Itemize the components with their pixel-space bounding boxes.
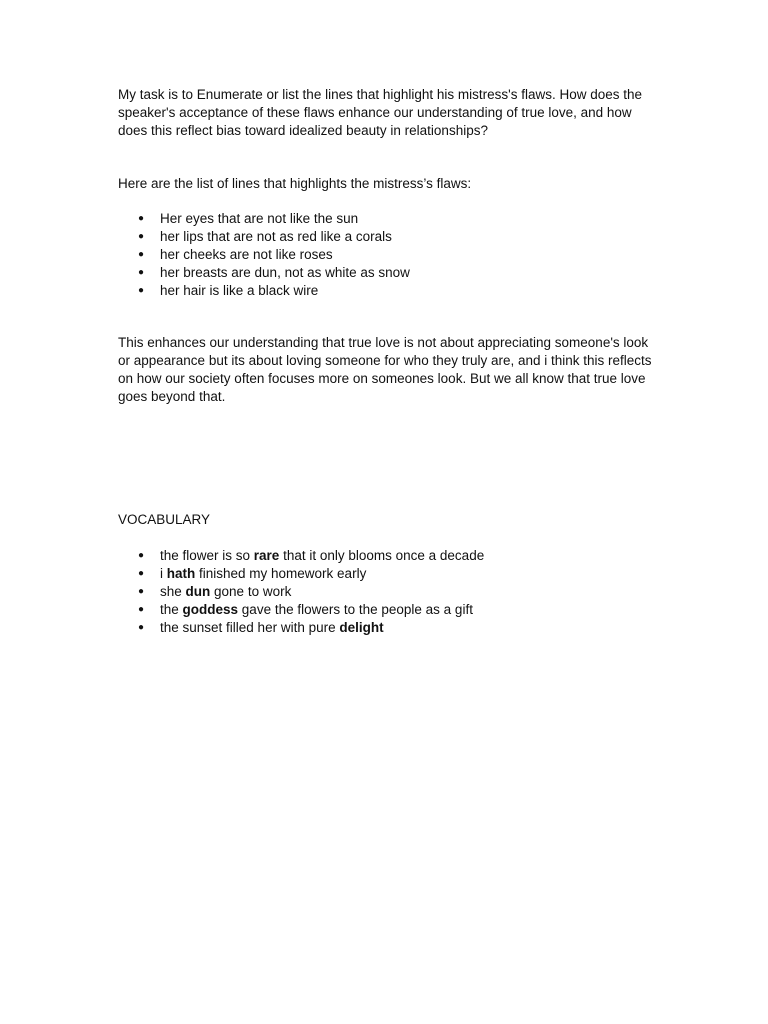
sentence-text: that it only blooms once a decade	[279, 548, 485, 563]
sentence-text: she	[160, 584, 186, 599]
list-item	[118, 547, 658, 565]
analysis-paragraph: This enhances our understanding that true love is not about appreciating someone's look or appearance but its about loving someone for who they truly are, and i think this reflects on how our society often focuses more on someones look. But we all know that true love goes beyond that.	[118, 335, 652, 404]
sentence-text: gone to work	[210, 584, 292, 599]
list-item	[118, 601, 658, 619]
flaws-intro-line: Here are the list of lines that highlights the mistress’s flaws:	[118, 176, 472, 191]
vocabulary-list	[118, 547, 658, 637]
vocabulary-heading: VOCABULARY	[118, 512, 211, 527]
sentence-text: gave the flowers to the people as a gift	[238, 602, 473, 617]
vocabulary-word: rare	[253, 548, 280, 563]
list-item: ● her cheeks are not like roses	[118, 246, 658, 264]
list-item: ● Her eyes that are not like the sun	[118, 210, 658, 228]
vocabulary-word: dun	[185, 584, 211, 599]
list-item	[118, 619, 658, 637]
vocabulary-word: goddess	[182, 602, 239, 617]
sentence-text: finished my homework early	[195, 566, 367, 581]
vocabulary-word: delight	[339, 620, 384, 635]
sentence-text: the sunset filled her with pure	[160, 620, 340, 635]
list-item: ● her hair is like a black wire	[118, 282, 658, 300]
vocabulary-word: hath	[166, 566, 196, 581]
list-item: ● her breasts are dun, not as white as snow	[118, 264, 658, 282]
task-paragraph: My task is to Enumerate or list the lines that highlight his mistress's flaws. How does the speaker's acceptance of these flaws enhance our understanding of true love, and how does this reflect bias toward idealized beauty in relationships?	[118, 87, 643, 138]
list-item	[118, 583, 658, 601]
list-item	[118, 565, 658, 583]
flaws-list	[118, 210, 658, 300]
list-item: ● her lips that are not as red like a corals	[118, 228, 658, 246]
sentence-text: the flower is so	[160, 548, 254, 563]
sentence-text: the	[160, 602, 183, 617]
sentence-text: i	[160, 566, 167, 581]
